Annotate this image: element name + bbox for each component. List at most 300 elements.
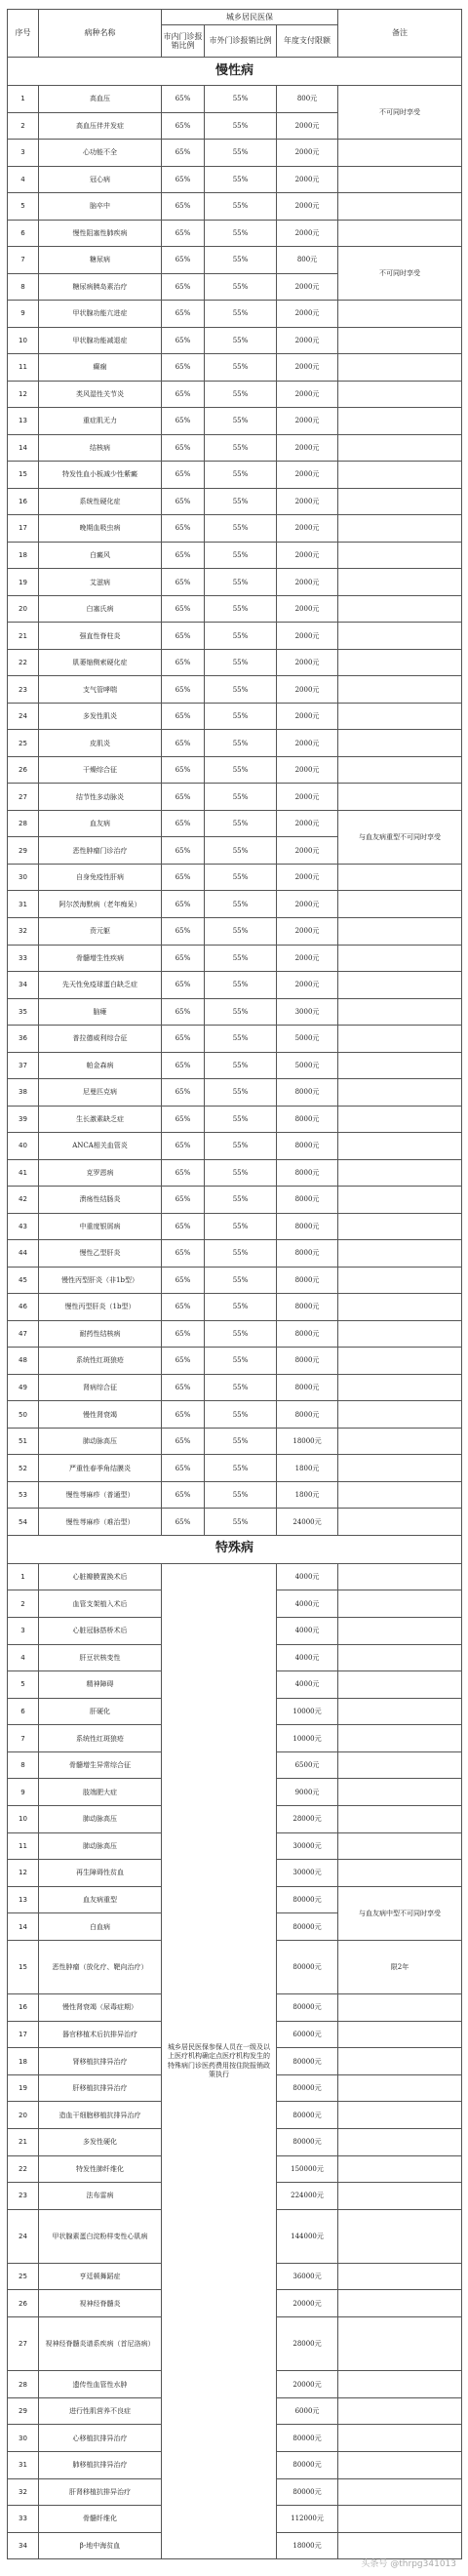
outside-reimburse-ratio: 55% bbox=[205, 676, 277, 704]
row-number: 52 bbox=[8, 1455, 39, 1482]
row-number: 5 bbox=[8, 193, 39, 221]
remark: 不可同时享受 bbox=[338, 247, 462, 301]
annual-limit: 3000元 bbox=[277, 998, 338, 1026]
disease-name: 中重度银屑病 bbox=[39, 1213, 162, 1240]
disease-name: 肝硬化 bbox=[39, 1698, 162, 1725]
row-number: 17 bbox=[8, 2021, 39, 2048]
disease-name: 克罗恩病 bbox=[39, 1159, 162, 1187]
header-annual-limit: 年度支付限额 bbox=[277, 25, 338, 58]
row-number: 19 bbox=[8, 569, 39, 596]
remark-empty bbox=[338, 193, 462, 221]
annual-limit: 10000元 bbox=[277, 1725, 338, 1752]
row-number: 40 bbox=[8, 1133, 39, 1160]
insurance-disease-table bbox=[7, 9, 462, 2559]
outside-reimburse-ratio: 55% bbox=[205, 542, 277, 569]
annual-limit: 36000元 bbox=[277, 2263, 338, 2290]
outside-reimburse-ratio: 55% bbox=[205, 1401, 277, 1429]
city-reimburse-ratio: 65% bbox=[162, 1455, 205, 1482]
table-row bbox=[8, 166, 462, 193]
annual-limit: 8000元 bbox=[277, 1213, 338, 1240]
annual-limit: 80000元 bbox=[277, 2074, 338, 2102]
disease-name: 慢性丙型肝炎（非1b型） bbox=[39, 1267, 162, 1294]
annual-limit: 80000元 bbox=[277, 1940, 338, 1993]
row-number: 9 bbox=[8, 1779, 39, 1806]
city-reimburse-ratio: 65% bbox=[162, 193, 205, 221]
annual-limit: 2000元 bbox=[277, 917, 338, 945]
remark-empty bbox=[338, 1509, 462, 1536]
outside-reimburse-ratio: 55% bbox=[205, 1509, 277, 1536]
remark-empty bbox=[338, 2129, 462, 2156]
row-number: 23 bbox=[8, 676, 39, 704]
disease-name: 溃疡性结肠炎 bbox=[39, 1187, 162, 1214]
city-reimburse-ratio: 65% bbox=[162, 1348, 205, 1375]
annual-limit: 80000元 bbox=[277, 1994, 338, 2022]
outside-reimburse-ratio: 55% bbox=[205, 891, 277, 918]
row-number: 16 bbox=[8, 488, 39, 515]
annual-limit: 6500元 bbox=[277, 1751, 338, 1779]
disease-name: 甲状腺素蛋白淀粉样变性心肌病 bbox=[39, 2209, 162, 2263]
annual-limit: 2000元 bbox=[277, 756, 338, 784]
remark-empty bbox=[338, 1401, 462, 1429]
table-row bbox=[8, 434, 462, 462]
remark-empty bbox=[338, 1240, 462, 1268]
remark-empty bbox=[338, 1779, 462, 1806]
row-number: 26 bbox=[8, 756, 39, 784]
row-number: 31 bbox=[8, 2451, 39, 2478]
remark-empty bbox=[338, 1618, 462, 1645]
table-row bbox=[8, 515, 462, 543]
remark-empty bbox=[338, 488, 462, 515]
annual-limit: 2000元 bbox=[277, 301, 338, 328]
remark-empty bbox=[338, 1106, 462, 1133]
annual-limit: 18000元 bbox=[277, 1428, 338, 1455]
annual-limit: 8000元 bbox=[277, 1320, 338, 1348]
row-number: 5 bbox=[8, 1671, 39, 1699]
disease-name: 多发性肌炎 bbox=[39, 703, 162, 730]
remark-empty bbox=[338, 2478, 462, 2506]
annual-limit: 2000元 bbox=[277, 166, 338, 193]
annual-limit: 80000元 bbox=[277, 2451, 338, 2478]
annual-limit: 8000元 bbox=[277, 1267, 338, 1294]
special-reimburse-policy: 城乡居民医保参保人员在一级及以上医疗机构确定点医疗机构发生的特殊病门诊医药费用按住院报销政策执行 bbox=[162, 1563, 277, 2558]
row-number: 8 bbox=[8, 1751, 39, 1779]
annual-limit: 150000元 bbox=[277, 2155, 338, 2183]
city-reimburse-ratio: 65% bbox=[162, 1240, 205, 1268]
annual-limit: 224000元 bbox=[277, 2183, 338, 2210]
disease-name: 再生障碍性贫血 bbox=[39, 1860, 162, 1887]
disease-name: 精神障碍 bbox=[39, 1671, 162, 1699]
annual-limit: 20000元 bbox=[277, 2371, 338, 2398]
row-number: 46 bbox=[8, 1294, 39, 1321]
outside-reimburse-ratio: 55% bbox=[205, 1213, 277, 1240]
table-row bbox=[8, 247, 462, 274]
outside-reimburse-ratio: 55% bbox=[205, 1240, 277, 1268]
city-reimburse-ratio: 65% bbox=[162, 1079, 205, 1107]
outside-reimburse-ratio: 55% bbox=[205, 784, 277, 811]
row-number: 18 bbox=[8, 542, 39, 569]
outside-reimburse-ratio: 55% bbox=[205, 1481, 277, 1509]
outside-reimburse-ratio: 55% bbox=[205, 864, 277, 891]
remark-empty bbox=[338, 569, 462, 596]
annual-limit: 8000元 bbox=[277, 1294, 338, 1321]
outside-reimburse-ratio: 55% bbox=[205, 220, 277, 247]
disease-name: 视神经脊髓炎谱系疾病（首尼洛病） bbox=[39, 2317, 162, 2371]
remark-empty bbox=[338, 595, 462, 623]
table-row bbox=[8, 1106, 462, 1133]
disease-name: 心功能不全 bbox=[39, 140, 162, 167]
row-number: 13 bbox=[8, 408, 39, 435]
outside-reimburse-ratio: 55% bbox=[205, 756, 277, 784]
city-reimburse-ratio: 65% bbox=[162, 220, 205, 247]
table-row bbox=[8, 327, 462, 354]
disease-name: 系统性硬化症 bbox=[39, 488, 162, 515]
outside-reimburse-ratio: 55% bbox=[205, 488, 277, 515]
row-number: 16 bbox=[8, 1994, 39, 2022]
row-number: 12 bbox=[8, 1860, 39, 1887]
city-reimburse-ratio: 65% bbox=[162, 1106, 205, 1133]
table-row bbox=[8, 488, 462, 515]
table-row bbox=[8, 1481, 462, 1509]
city-reimburse-ratio: 65% bbox=[162, 1320, 205, 1348]
remark-empty bbox=[338, 220, 462, 247]
remark-empty bbox=[338, 2155, 462, 2183]
annual-limit: 8000元 bbox=[277, 1401, 338, 1429]
disease-name: 血友病 bbox=[39, 810, 162, 837]
annual-limit: 2000元 bbox=[277, 676, 338, 704]
disease-name: 血友病重型 bbox=[39, 1886, 162, 1913]
table-row bbox=[8, 569, 462, 596]
table-row bbox=[8, 784, 462, 811]
city-reimburse-ratio: 65% bbox=[162, 86, 205, 113]
outside-reimburse-ratio: 55% bbox=[205, 1374, 277, 1401]
table-row bbox=[8, 998, 462, 1026]
outside-reimburse-ratio: 55% bbox=[205, 623, 277, 650]
annual-limit: 8000元 bbox=[277, 1159, 338, 1187]
city-reimburse-ratio: 65% bbox=[162, 247, 205, 274]
disease-name: ANCA相关血管炎 bbox=[39, 1133, 162, 1160]
disease-name: 干燥综合征 bbox=[39, 756, 162, 784]
disease-name: 慢性阻塞性肺疾病 bbox=[39, 220, 162, 247]
disease-name: 自身免疫性肝病 bbox=[39, 864, 162, 891]
annual-limit: 2000元 bbox=[277, 837, 338, 865]
remark-empty bbox=[338, 891, 462, 918]
annual-limit: 30000元 bbox=[277, 1860, 338, 1887]
outside-reimburse-ratio: 55% bbox=[205, 327, 277, 354]
row-number: 20 bbox=[8, 595, 39, 623]
table-row bbox=[8, 86, 462, 113]
annual-limit: 2000元 bbox=[277, 784, 338, 811]
remark-empty bbox=[338, 2021, 462, 2048]
remark-empty bbox=[338, 1455, 462, 1482]
outside-reimburse-ratio: 55% bbox=[205, 193, 277, 221]
row-number: 38 bbox=[8, 1079, 39, 1107]
section-title: 慢性病 bbox=[8, 58, 462, 86]
table-row bbox=[8, 542, 462, 569]
table-row bbox=[8, 381, 462, 408]
outside-reimburse-ratio: 55% bbox=[205, 1267, 277, 1294]
remark-empty bbox=[338, 434, 462, 462]
table-row bbox=[8, 1187, 462, 1214]
header-outside-ratio: 市外门诊报销比例 bbox=[205, 25, 277, 58]
row-number: 9 bbox=[8, 301, 39, 328]
table-row bbox=[8, 1240, 462, 1268]
annual-limit: 28000元 bbox=[277, 2317, 338, 2371]
disease-name: 心脏冠脉搭桥术后 bbox=[39, 1618, 162, 1645]
disease-name: 肺动脉高压 bbox=[39, 1806, 162, 1833]
annual-limit: 4000元 bbox=[277, 1618, 338, 1645]
row-number: 2 bbox=[8, 112, 39, 140]
disease-name: 骨髓增生异常综合征 bbox=[39, 1751, 162, 1779]
row-number: 30 bbox=[8, 2425, 39, 2452]
annual-limit: 2000元 bbox=[277, 891, 338, 918]
remark-empty bbox=[338, 2290, 462, 2317]
city-reimburse-ratio: 65% bbox=[162, 327, 205, 354]
annual-limit: 8000元 bbox=[277, 1348, 338, 1375]
outside-reimburse-ratio: 55% bbox=[205, 1348, 277, 1375]
city-reimburse-ratio: 65% bbox=[162, 515, 205, 543]
disease-name: 生长激素缺乏症 bbox=[39, 1106, 162, 1133]
remark-empty bbox=[338, 917, 462, 945]
outside-reimburse-ratio: 55% bbox=[205, 166, 277, 193]
annual-limit: 10000元 bbox=[277, 1698, 338, 1725]
row-number: 22 bbox=[8, 649, 39, 676]
row-number: 50 bbox=[8, 1401, 39, 1429]
remark-empty bbox=[338, 1806, 462, 1833]
annual-limit: 80000元 bbox=[277, 2048, 338, 2075]
city-reimburse-ratio: 65% bbox=[162, 354, 205, 382]
header-seq: 序号 bbox=[8, 10, 39, 58]
remark-empty bbox=[338, 1133, 462, 1160]
annual-limit: 80000元 bbox=[277, 1913, 338, 1941]
annual-limit: 2000元 bbox=[277, 381, 338, 408]
annual-limit: 80000元 bbox=[277, 2478, 338, 2506]
city-reimburse-ratio: 65% bbox=[162, 1401, 205, 1429]
table-row bbox=[8, 1052, 462, 1079]
annual-limit: 144000元 bbox=[277, 2209, 338, 2263]
annual-limit: 2000元 bbox=[277, 515, 338, 543]
remark-empty bbox=[338, 2451, 462, 2478]
annual-limit: 8000元 bbox=[277, 1187, 338, 1214]
row-number: 7 bbox=[8, 1725, 39, 1752]
disease-name: 慢性荨麻疹（普通型） bbox=[39, 1481, 162, 1509]
disease-name: 皮肌炎 bbox=[39, 730, 162, 757]
table-row bbox=[8, 595, 462, 623]
annual-limit: 2000元 bbox=[277, 140, 338, 167]
disease-name: 先天性免疫球蛋白缺乏症 bbox=[39, 972, 162, 999]
row-number: 28 bbox=[8, 810, 39, 837]
annual-limit: 2000元 bbox=[277, 327, 338, 354]
disease-name: 肺动脉高压 bbox=[39, 1428, 162, 1455]
annual-limit: 28000元 bbox=[277, 1806, 338, 1833]
disease-name: β-地中海贫血 bbox=[39, 2532, 162, 2559]
disease-name: 晚期血吸虫病 bbox=[39, 515, 162, 543]
city-reimburse-ratio: 65% bbox=[162, 140, 205, 167]
disease-name: 肢端肥大症 bbox=[39, 1779, 162, 1806]
city-reimburse-ratio: 65% bbox=[162, 917, 205, 945]
remark-empty bbox=[338, 1590, 462, 1618]
city-reimburse-ratio: 65% bbox=[162, 972, 205, 999]
annual-limit: 2000元 bbox=[277, 193, 338, 221]
remark-empty bbox=[338, 1563, 462, 1590]
remark-empty bbox=[338, 140, 462, 167]
city-reimburse-ratio: 65% bbox=[162, 569, 205, 596]
row-number: 10 bbox=[8, 1806, 39, 1833]
table-row bbox=[8, 972, 462, 999]
row-number: 4 bbox=[8, 1644, 39, 1671]
row-number: 3 bbox=[8, 1618, 39, 1645]
annual-limit: 18000元 bbox=[277, 2532, 338, 2559]
annual-limit: 4000元 bbox=[277, 1671, 338, 1699]
row-number: 30 bbox=[8, 864, 39, 891]
disease-name: 糖尿病胰岛素治疗 bbox=[39, 273, 162, 301]
table-row bbox=[8, 1294, 462, 1321]
outside-reimburse-ratio: 55% bbox=[205, 972, 277, 999]
table-row bbox=[8, 301, 462, 328]
disease-name: 视神经脊髓炎 bbox=[39, 2290, 162, 2317]
row-number: 44 bbox=[8, 1240, 39, 1268]
annual-limit: 8000元 bbox=[277, 1374, 338, 1401]
table-row bbox=[8, 1213, 462, 1240]
disease-name: 特发性血小板减少性紫癜 bbox=[39, 462, 162, 489]
table-row bbox=[8, 891, 462, 918]
row-number: 35 bbox=[8, 998, 39, 1026]
disease-name: 类风湿性关节炎 bbox=[39, 381, 162, 408]
annual-limit: 2000元 bbox=[277, 462, 338, 489]
annual-limit: 2000元 bbox=[277, 220, 338, 247]
annual-limit: 2000元 bbox=[277, 703, 338, 730]
disease-name: 法布雷病 bbox=[39, 2183, 162, 2210]
row-number: 15 bbox=[8, 1940, 39, 1993]
table-row bbox=[8, 1348, 462, 1375]
city-reimburse-ratio: 65% bbox=[162, 112, 205, 140]
outside-reimburse-ratio: 55% bbox=[205, 434, 277, 462]
city-reimburse-ratio: 65% bbox=[162, 166, 205, 193]
table-row bbox=[8, 1401, 462, 1429]
table-row bbox=[8, 864, 462, 891]
remark-empty bbox=[338, 1644, 462, 1671]
remark-empty bbox=[338, 542, 462, 569]
header-remark: 备注 bbox=[338, 10, 462, 58]
row-number: 4 bbox=[8, 166, 39, 193]
table-row bbox=[8, 408, 462, 435]
row-number: 25 bbox=[8, 730, 39, 757]
remark-empty bbox=[338, 327, 462, 354]
city-reimburse-ratio: 65% bbox=[162, 730, 205, 757]
remark-empty bbox=[338, 676, 462, 704]
city-reimburse-ratio: 65% bbox=[162, 703, 205, 730]
city-reimburse-ratio: 65% bbox=[162, 381, 205, 408]
disease-name: 强直性脊柱炎 bbox=[39, 623, 162, 650]
outside-reimburse-ratio: 55% bbox=[205, 998, 277, 1026]
annual-limit: 6000元 bbox=[277, 2397, 338, 2425]
disease-name: 器官移植术后抗排异治疗 bbox=[39, 2021, 162, 2048]
remark-empty bbox=[338, 1159, 462, 1187]
table-row bbox=[8, 1159, 462, 1187]
city-reimburse-ratio: 65% bbox=[162, 864, 205, 891]
table-row bbox=[8, 1455, 462, 1482]
table-row bbox=[8, 1374, 462, 1401]
row-number: 26 bbox=[8, 2290, 39, 2317]
remark-empty bbox=[338, 649, 462, 676]
city-reimburse-ratio: 65% bbox=[162, 1187, 205, 1214]
row-number: 20 bbox=[8, 2102, 39, 2129]
disease-name: 系统性红斑狼疮 bbox=[39, 1348, 162, 1375]
row-number: 47 bbox=[8, 1320, 39, 1348]
row-number: 21 bbox=[8, 2129, 39, 2156]
table-row bbox=[8, 1320, 462, 1348]
city-reimburse-ratio: 65% bbox=[162, 837, 205, 865]
outside-reimburse-ratio: 55% bbox=[205, 1455, 277, 1482]
disease-name: 慢性荨麻疹（难治型） bbox=[39, 1509, 162, 1536]
annual-limit: 8000元 bbox=[277, 1240, 338, 1268]
annual-limit: 8000元 bbox=[277, 1133, 338, 1160]
annual-limit: 2000元 bbox=[277, 649, 338, 676]
table-row bbox=[8, 1563, 462, 1590]
city-reimburse-ratio: 65% bbox=[162, 301, 205, 328]
remark-empty bbox=[338, 1374, 462, 1401]
city-reimburse-ratio: 65% bbox=[162, 891, 205, 918]
outside-reimburse-ratio: 55% bbox=[205, 917, 277, 945]
disease-name: 心脏瓣膜置换术后 bbox=[39, 1563, 162, 1590]
table-row bbox=[8, 1428, 462, 1455]
city-reimburse-ratio: 65% bbox=[162, 542, 205, 569]
remark-empty bbox=[338, 2102, 462, 2129]
table-row bbox=[8, 730, 462, 757]
outside-reimburse-ratio: 55% bbox=[205, 1026, 277, 1053]
city-reimburse-ratio: 65% bbox=[162, 1509, 205, 1536]
row-number: 31 bbox=[8, 891, 39, 918]
row-number: 33 bbox=[8, 945, 39, 972]
table-row bbox=[8, 623, 462, 650]
row-number: 42 bbox=[8, 1187, 39, 1214]
outside-reimburse-ratio: 55% bbox=[205, 703, 277, 730]
outside-reimburse-ratio: 55% bbox=[205, 595, 277, 623]
section-header-row bbox=[8, 58, 462, 86]
remark-empty bbox=[338, 1860, 462, 1887]
row-number: 10 bbox=[8, 327, 39, 354]
remark-empty bbox=[338, 1348, 462, 1375]
disease-name: 进行性肌营养不良症 bbox=[39, 2397, 162, 2425]
annual-limit: 4000元 bbox=[277, 1644, 338, 1671]
remark-empty bbox=[338, 784, 462, 811]
disease-name: 癫痫 bbox=[39, 354, 162, 382]
disease-name: 造血干细胞移植抗排异治疗 bbox=[39, 2102, 162, 2129]
row-number: 6 bbox=[8, 220, 39, 247]
remark-empty bbox=[338, 2048, 462, 2075]
annual-limit: 8000元 bbox=[277, 1106, 338, 1133]
outside-reimburse-ratio: 55% bbox=[205, 1079, 277, 1107]
row-number: 49 bbox=[8, 1374, 39, 1401]
row-number: 34 bbox=[8, 972, 39, 999]
disease-name: 恶性肿瘤门诊治疗 bbox=[39, 837, 162, 865]
header-disease-name: 病种名称 bbox=[39, 10, 162, 58]
annual-limit: 2000元 bbox=[277, 864, 338, 891]
disease-name: 肌萎缩侧索硬化症 bbox=[39, 649, 162, 676]
annual-limit: 1800元 bbox=[277, 1455, 338, 1482]
row-number: 41 bbox=[8, 1159, 39, 1187]
disease-name: 慢性丙型肝炎（1b型） bbox=[39, 1294, 162, 1321]
city-reimburse-ratio: 65% bbox=[162, 1374, 205, 1401]
annual-limit: 5000元 bbox=[277, 1052, 338, 1079]
annual-limit: 112000元 bbox=[277, 2506, 338, 2533]
disease-name: 骨髓纤维化 bbox=[39, 2506, 162, 2533]
row-number: 8 bbox=[8, 273, 39, 301]
remark-empty bbox=[338, 1026, 462, 1053]
disease-name: 耐药性结核病 bbox=[39, 1320, 162, 1348]
disease-name: 脑瘫 bbox=[39, 998, 162, 1026]
row-number: 19 bbox=[8, 2074, 39, 2102]
remark-empty bbox=[338, 2183, 462, 2210]
